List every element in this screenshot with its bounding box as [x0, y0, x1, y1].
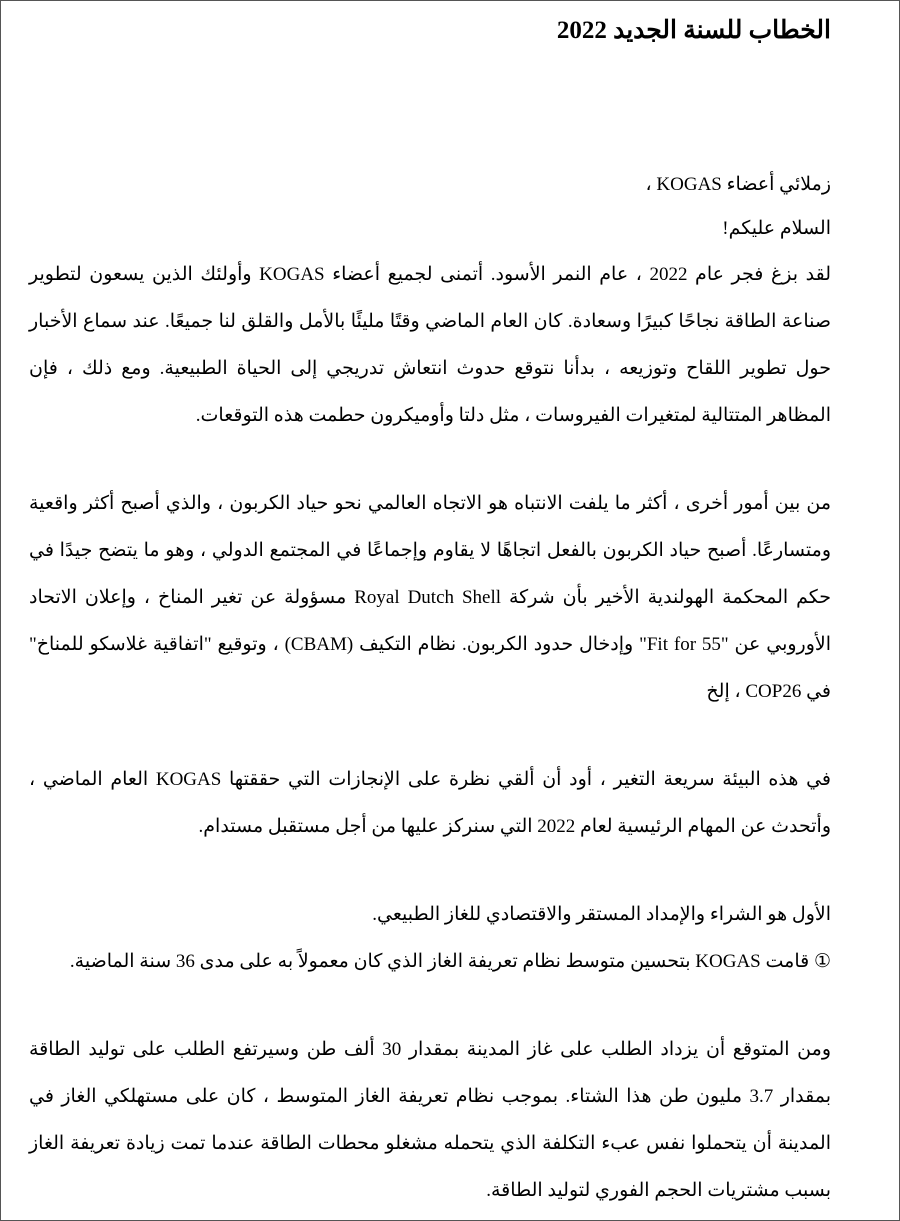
- paragraph-achievements: في هذه البيئة سريعة التغير ، أود أن ألقي نظرة على الإنجازات التي حققتها KOGAS العام الماضي ، وأتحدث عن المهام الرئيسية لعام 2022 التي سنركز عليها من أجل مستقبل مستدام.: [29, 769, 831, 837]
- document-title: الخطاب للسنة الجديد 2022: [556, 17, 831, 44]
- salutation-line: السلام عليكم!: [722, 218, 831, 239]
- paragraph-demand: ومن المتوقع أن يزداد الطلب على غاز المدينة بمقدار 30 ألف طن وسيرتفع الطلب على توليد الطاقة بمقدار 3.7 مليون طن هذا الشتاء. بموجب نظام تعريفة الغاز المتوسط ، كان على مستهلكي الغاز في المدينة أن يتحملوا نفس عبء التكلفة الذي يتحمله مشغلو محطات الطاقة عندما تمت زيادة تعريفة الغاز بسبب مشتريات الحجم الفوري لتوليد الطاقة.: [29, 1039, 832, 1201]
- paragraph-spacer: [29, 439, 831, 480]
- paragraph-carbon-neutrality: من بين أمور أخرى ، أكثر ما يلفت الانتباه هو الاتجاه العالمي نحو حياد الكربون ، والذي أصبح أكثر واقعية ومتسارعًا. أصبح حياد الكربون بالفعل اتجاهًا لا يقاوم وإجماعًا في المجتمع الدولي ، وهو ما يتضح جيدًا في حكم المحكمة الهولندية الأخير بأن شركة Royal Dutch Shell مسؤولة عن تغير المناخ ، وإعلان الاتحاد الأوروبي عن "Fit for 55" وإدخال حدود الكربون. نظام التكيف (CBAM) ، وتوقيع "اتفاقية غلاسكو للمناخ" في COP26 ، إلخ: [29, 493, 831, 702]
- paragraph-spacer: [29, 850, 831, 891]
- greeting-line: زملائي أعضاء KOGAS ،: [645, 174, 831, 195]
- paragraph-first-task: الأول هو الشراء والإمداد المستقر والاقتصادي للغاز الطبيعي.: [372, 904, 831, 925]
- paragraph-spacer: [29, 985, 831, 1026]
- paragraph-intro: لقد بزغ فجر عام 2022 ، عام النمر الأسود. أتمنى لجميع أعضاء KOGAS وأولئك الذين يسعون لتطوير صناعة الطاقة نجاحًا كبيرًا وسعادة. كان العام الماضي وقتًا مليئًا بالأمل والقلق لنا جميعًا. عند سماع الأخبار حول تطوير اللقاح وتوزيعه ، بدأنا نتوقع حدوث انتعاش تدريجي إلى الحياة الطبيعية. ومع ذلك ، فإن المظاهر المتتالية لمتغيرات الفيروسات ، مثل دلتا وأوميكرون حطمت هذه التوقعات.: [29, 264, 832, 426]
- paragraph-spacer: [29, 715, 831, 756]
- paragraph-tariff-item: ① قامت KOGAS بتحسين متوسط نظام تعريفة الغاز الذي كان معمولاً به على مدى 36 سنة الماضية.: [69, 951, 831, 972]
